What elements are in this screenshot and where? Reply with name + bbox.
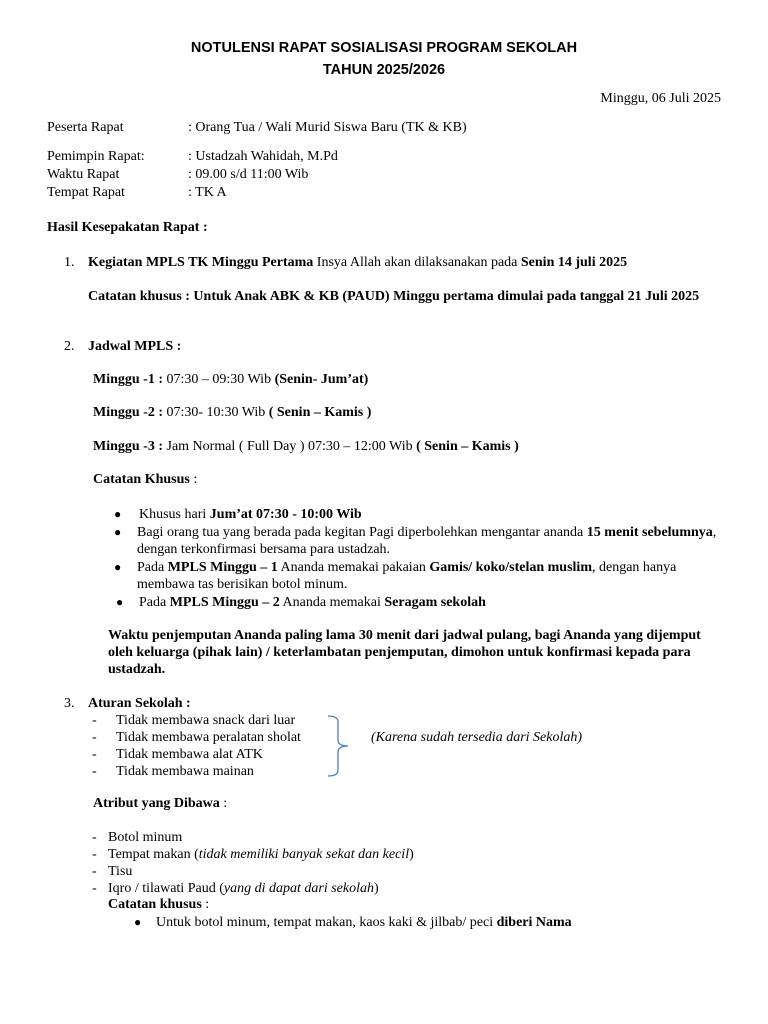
week2-time: 07:30- 10:30 Wib xyxy=(163,405,269,420)
section1-start-date: Senin 14 juli 2025 xyxy=(520,255,628,270)
week3-label: Minggu -3 : xyxy=(93,439,163,454)
schedule-week2 xyxy=(93,404,371,421)
attribute-iqro-end: ) xyxy=(373,881,379,896)
week2-days: ( Senin – Kamis ) xyxy=(268,405,372,420)
attribute-lunchbox xyxy=(108,846,414,863)
final-note-colon: : xyxy=(201,897,210,912)
bullet-week1-bold2: Gamis/ koko/stelan muslim xyxy=(429,560,592,575)
bullet-week2-text1: Pada xyxy=(139,595,170,610)
bullet-dot-icon: ● xyxy=(134,915,142,929)
attributes-label: Atribut yang Dibawa xyxy=(93,796,220,811)
bullet-week1-text2: Ananda memakai pakaian xyxy=(277,560,430,575)
attribute-dash: - xyxy=(92,864,97,879)
section2-notes-label: Catatan Khusus xyxy=(93,472,190,487)
bullet-week2-uniform xyxy=(139,594,486,611)
section3-heading: Aturan Sekolah : xyxy=(88,696,191,711)
final-bullet-bold: diberi Nama xyxy=(496,915,572,930)
attribute-iqro-italic: yang di dapat dari sekolah xyxy=(223,881,374,896)
bullet-week2-bold1: MPLS Minggu – 2 xyxy=(169,595,280,610)
attribute-dash: - xyxy=(92,830,97,845)
rule-dash: - xyxy=(92,764,97,779)
pickup-note: Waktu penjemputan Ananda paling lama 30 menit dari jadwal pulang, bagi Ananda yang dijemput oleh keluarga (pihak lain) / keterlambatan penjemputan, dimohon untuk konfirmasi kepada para ustadzah. xyxy=(108,628,701,677)
bullet-dot-icon: ● xyxy=(116,595,124,609)
info-label-participants: Peserta Rapat xyxy=(47,120,124,135)
attribute-iqro-text: Iqro / tilawati Paud ( xyxy=(108,881,224,896)
info-value-participants: : Orang Tua / Wali Murid Siswa Baru (TK & KB) xyxy=(188,120,467,135)
attribute-lunchbox-end: ) xyxy=(409,847,414,862)
bullet-friday xyxy=(139,506,362,523)
week1-label: Minggu -1 : xyxy=(93,372,163,387)
section2-notes-colon: : xyxy=(189,472,198,487)
bullet-week2-text2: Ananda memakai xyxy=(279,595,385,610)
section2-heading: Jadwal MPLS : xyxy=(88,339,182,354)
info-label-leader: Pemimpin Rapat: xyxy=(47,149,145,164)
attributes-heading xyxy=(93,795,227,812)
attribute-tissue: Tisu xyxy=(108,864,133,879)
week3-days: ( Senin – Kamis ) xyxy=(416,439,519,454)
info-label-time: Waktu Rapat xyxy=(47,167,120,182)
final-note-label: Catatan khusus xyxy=(108,897,202,912)
attribute-lunchbox-italic: tidak memiliki banyak sekat dan kecil xyxy=(198,847,410,862)
bullet-morning-rest: , dengan terkonfirmasi bersama para ustadzah. xyxy=(137,525,717,557)
attributes-colon: : xyxy=(219,796,228,811)
section1-plan: Insya Allah akan dilaksanakan pada xyxy=(313,255,521,270)
bullet-morning-text: Bagi orang tua yang berada pada kegitan Pagi diperbolehkan mengantar ananda xyxy=(137,525,587,540)
schedule-week1 xyxy=(93,371,368,388)
bullet-dot-icon: ● xyxy=(114,560,122,574)
info-value-leader: : Ustadzah Wahidah, M.Pd xyxy=(188,149,338,164)
rule-dash: - xyxy=(92,730,97,745)
rules-note: (Karena sudah tersedia dari Sekolah) xyxy=(371,730,583,745)
rule-item: Tidak membawa peralatan sholat xyxy=(116,730,301,745)
week1-time: 07:30 – 09:30 Wib xyxy=(163,372,275,387)
section1-text xyxy=(88,254,627,271)
bullet-morning-parents xyxy=(137,524,727,558)
document-title-line2: TAHUN 2025/2026 xyxy=(322,62,446,78)
section3-number: 3. xyxy=(64,696,75,711)
info-label-place: Tempat Rapat xyxy=(47,185,125,200)
attribute-iqro xyxy=(108,880,379,897)
bullet-friday-time: Jum’at 07:30 - 10:00 Wib xyxy=(209,507,362,522)
attribute-lunchbox-text: Tempat makan ( xyxy=(108,847,199,862)
info-value-place: : TK A xyxy=(188,185,227,200)
attribute-dash: - xyxy=(92,881,97,896)
week3-time: Jam Normal ( Full Day ) 07:30 – 12:00 Wib xyxy=(163,439,417,454)
week1-days: (Senin- Jum’at) xyxy=(274,372,369,387)
final-bullet-text: Untuk botol minum, tempat makan, kaos kaki & jilbab/ peci xyxy=(156,915,497,930)
rule-dash: - xyxy=(92,747,97,762)
meeting-date: Minggu, 06 Juli 2025 xyxy=(600,91,721,106)
attribute-dash: - xyxy=(92,847,97,862)
section1-special-note: Catatan khusus : Untuk Anak ABK & KB (PAUD) Minggu pertama dimulai pada tanggal 21 Juli 2025 xyxy=(88,289,700,304)
rule-dash: - xyxy=(92,713,97,728)
section1-activity: Kegiatan MPLS TK Minggu Pertama xyxy=(88,255,314,270)
rule-item: Tidak membawa snack dari luar xyxy=(116,713,296,728)
bullet-dot-icon: ● xyxy=(114,507,122,521)
bullet-week1-text1: Pada xyxy=(137,560,168,575)
schedule-week3 xyxy=(93,438,519,455)
bullet-week1-dress xyxy=(137,559,727,593)
info-value-time: : 09.00 s/d 11:00 Wib xyxy=(188,167,309,182)
section1-number: 1. xyxy=(64,255,75,270)
bullet-week1-bold1: MPLS Minggu – 1 xyxy=(167,560,278,575)
bullet-dot-icon: ● xyxy=(114,525,122,539)
results-heading: Hasil Kesepakatan Rapat : xyxy=(47,220,208,235)
final-note-heading xyxy=(108,896,209,913)
bullet-morning-bold: 15 menit sebelumnya xyxy=(586,525,713,540)
attribute-bottle: Botol minum xyxy=(108,830,183,845)
section2-number: 2. xyxy=(64,339,75,354)
week2-label: Minggu -2 : xyxy=(93,405,163,420)
section2-notes-heading xyxy=(93,471,197,488)
rule-item: Tidak membawa mainan xyxy=(116,764,254,779)
document-title-line1: NOTULENSI RAPAT SOSIALISASI PROGRAM SEKOLAH xyxy=(190,40,578,56)
final-bullet xyxy=(156,914,572,931)
bullet-week2-bold2: Seragam sekolah xyxy=(384,595,486,610)
rule-item: Tidak membawa alat ATK xyxy=(116,747,263,762)
bullet-friday-text: Khusus hari xyxy=(139,507,210,522)
curly-brace-icon xyxy=(326,714,350,778)
bullet-week1-text3: , dengan hanya membawa tas berisikan botol minum. xyxy=(137,560,677,592)
